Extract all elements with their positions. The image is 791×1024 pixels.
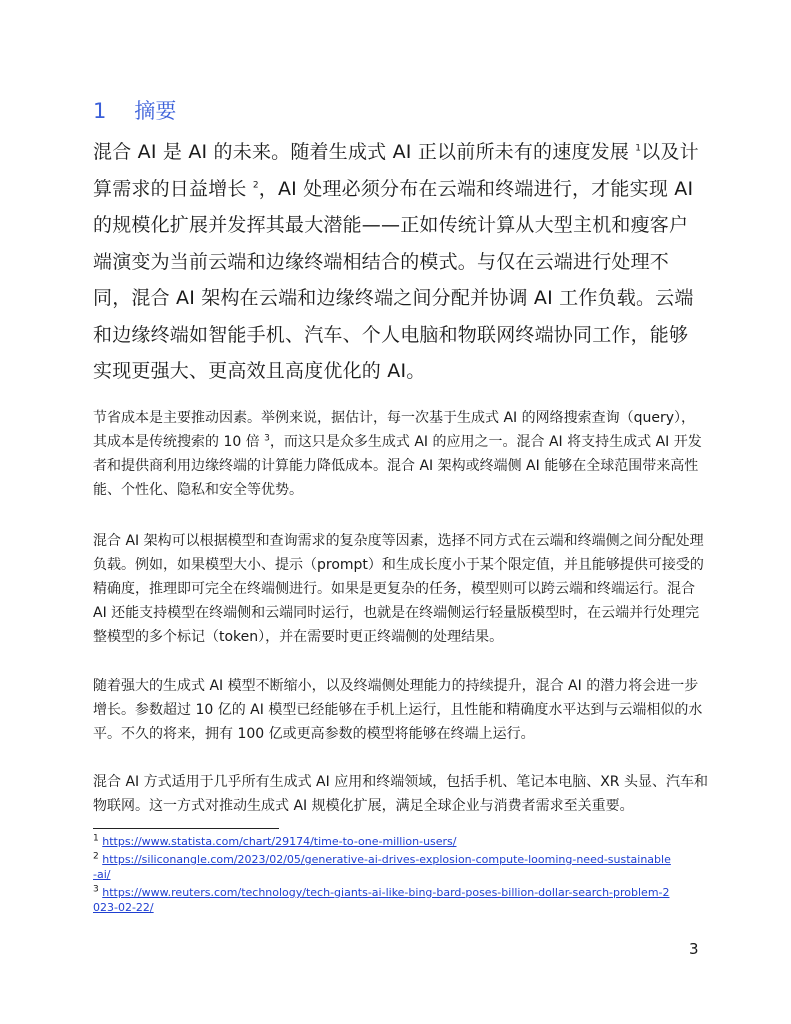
footnote-3: [93, 885, 673, 915]
footnote-ref-2[interactable]: 2: [252, 180, 259, 191]
footnote-2: [93, 852, 673, 882]
footnote-1: [93, 834, 673, 849]
para4-text: 混合 AI 方式适用于几乎所有生成式 AI 应用和终端领域，包括手机、笔记本电脑、XR 头显、汽车和物联网。这一方式对推动生成式 AI 规模化扩展，满足全球企业与消费者需求至关重要。: [93, 774, 708, 814]
footnote-link-3[interactable]: https://www.reuters.com/technology/tech-giants-ai-like-bing-bard-poses-billion-dollar-search-problem-2023-02-22/: [93, 886, 670, 914]
footnote-link-2[interactable]: https://siliconangle.com/2023/02/05/generative-ai-drives-explosion-compute-looming-need-sustainable-ai/: [93, 853, 671, 881]
lead-paragraph: [93, 134, 703, 390]
lead-text-1: 混合 AI 是 AI 的未来。随着生成式 AI 正以前所未有的速度发展: [93, 141, 636, 163]
footnote-ref-1[interactable]: 1: [635, 143, 642, 154]
para2-text: 混合 AI 架构可以根据模型和查询需求的复杂度等因素，选择不同方式在云端和终端侧之间分配处理负载。例如，如果模型大小、提示（prompt）和生成长度小于某个限定值，并且能够提供可接受的精确度，推理即可完全在终端侧进行。如果是更复杂的任务，模型则可以跨云端和终端运行。混合 AI 还能支持模型在终端侧和云端同时运行，也就是在终端侧运行轻量版模型时，在云端并行处理完整模型的多个标记（token），并在需要时更正终端侧的处理结果。: [93, 533, 704, 645]
section-title: 摘要: [134, 99, 177, 123]
section-number: 1: [93, 99, 107, 123]
footnote-number: 2: [93, 851, 99, 862]
para1-text-1: 节省成本是主要推动因素。举例来说，据估计，每一次基于生成式 AI 的网络搜索查询（query），其成本是传统搜索的 10 倍: [93, 410, 696, 450]
lead-text-3: ，AI 处理必须分布在云端和终端进行，才能实现 AI 的规模化扩展并发挥其最大潜能——正如传统计算从大型主机和瘦客户端演变为当前云端和边缘终端相结合的模式。与仅在云端进行处理不同，混合 AI 架构在云端和边缘终端之间分配并协调 AI 工作负载。云端和边缘终端如智能手机、汽车、个人电脑和物联网终端协同工作，能够实现更强大、更高效且高度优化的 AI。: [93, 177, 694, 382]
footnote-link-1[interactable]: https://www.statista.com/chart/29174/time-to-one-million-users/: [102, 835, 457, 848]
footnote-number: 1: [93, 833, 99, 844]
page-number: 3: [689, 940, 699, 958]
section-heading: [93, 96, 176, 126]
footnote-ref-3[interactable]: 3: [264, 433, 270, 444]
paragraph-growth: [93, 660, 708, 760]
paragraph-architecture: [93, 515, 708, 663]
paragraph-cost: [93, 392, 708, 516]
para3-text: 随着强大的生成式 AI 模型不断缩小，以及终端侧处理能力的持续提升，混合 AI 的潜力将会进一步增长。参数超过 10 亿的 AI 模型已经能够在手机上运行，且性能和精确度水平达到与云端相似的水平。不久的将来，拥有 100 亿或更高参数的模型将能够在终端上运行。: [93, 678, 703, 742]
footnote-divider: [93, 828, 279, 829]
footnotes: [93, 834, 673, 918]
para1-text-2: ，而这只是众多生成式 AI 的应用之一。混合 AI 将支持生成式 AI 开发者和提供商利用边缘终端的计算能力降低成本。混合 AI 架构或终端侧 AI 能够在全球范围带来高性能、个性化、隐私和安全等优势。: [93, 434, 702, 498]
paragraph-applicability: [93, 756, 708, 832]
lead-text-2: 以及计算需求的日益增长: [93, 141, 699, 200]
footnote-number: 3: [93, 884, 99, 895]
